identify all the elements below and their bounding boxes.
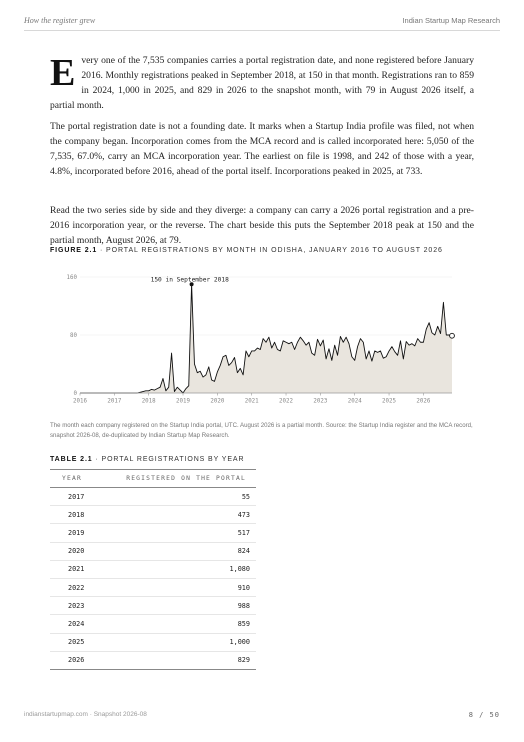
table-header-row [50, 470, 256, 488]
count-cell: 988 [94, 597, 256, 615]
year-cell: 2026 [50, 651, 94, 669]
year-cell: 2025 [50, 633, 94, 651]
paragraph-2: The portal registration date is not a founding date. It marks when a Startup India profile was filed, not when the company began. Incorporation comes from the MCA record and is called incorporated here: 5,050 of the 7,535, 67.0%, carry an MCA incorporation year. The earliest on file is 1998, and 242 of those with a year, 4.8%, incorporated before 2016, ahead of the portal itself. Incorporations peaked in 2025, at 733. [50, 121, 474, 177]
running-footer [24, 711, 500, 718]
x-tick-label: 2020 [210, 398, 225, 405]
count-cell: 1,080 [94, 560, 256, 578]
page-number: 8 / 50 [468, 711, 500, 719]
figure-title-text: PORTAL REGISTRATIONS BY MONTH IN ODISHA, JANUARY 2016 TO AUGUST 2026 [106, 247, 443, 254]
table-title: TABLE 2.1 · PORTAL REGISTRATIONS BY YEAR [50, 456, 245, 463]
x-tick-label: 2025 [382, 398, 397, 405]
table-row [50, 578, 256, 596]
year-cell: 2024 [50, 615, 94, 633]
x-tick-label: 2019 [176, 398, 190, 405]
x-tick-label: 2021 [244, 398, 259, 405]
table-row [50, 524, 256, 542]
y-tick-label: 160 [66, 275, 77, 281]
series-area [80, 284, 452, 393]
column-header-year: YEAR [50, 470, 94, 488]
registrations-table [50, 469, 256, 670]
count-cell: 55 [94, 488, 256, 506]
table-row [50, 542, 256, 560]
table-title-text: PORTAL REGISTRATIONS BY YEAR [101, 456, 245, 463]
count-cell: 1,000 [94, 633, 256, 651]
year-cell: 2018 [50, 506, 94, 524]
x-tick-label: 2022 [279, 398, 294, 405]
figure-caption: The month each company registered on the Startup India portal, UTC. August 2026 is a partial month. Source: the Startup India register and the MCA record, snapshot 2026-08, de-duplicated by Indian Startup Map Research. [50, 422, 473, 439]
publication-name: Indian Startup Map Research [402, 16, 500, 25]
y-tick-label: 0 [73, 391, 77, 397]
year-cell: 2021 [50, 560, 94, 578]
chart-annotation [151, 276, 455, 338]
figure-number: FIGURE 2.1 [50, 247, 98, 254]
count-cell: 829 [94, 651, 256, 669]
paragraph-1 [50, 53, 474, 113]
x-tick-label: 2023 [313, 398, 328, 405]
table-row [50, 506, 256, 524]
count-cell: 473 [94, 506, 256, 524]
chapter-title: How the register grew [24, 16, 96, 25]
y-tick-label: 80 [70, 333, 77, 339]
count-cell: 517 [94, 524, 256, 542]
year-cell: 2019 [50, 524, 94, 542]
drop-cap: E [50, 52, 76, 94]
peak-label: 150 in September 2018 [150, 276, 229, 284]
x-tick-label: 2026 [416, 398, 431, 405]
column-header-registered: REGISTERED ON THE PORTAL [94, 470, 256, 488]
figure-title: FIGURE 2.1 · PORTAL REGISTRATIONS BY MONTH IN ODISHA, JANUARY 2016 TO AUGUST 2026 [50, 247, 443, 254]
table-number: TABLE 2.1 [50, 456, 93, 463]
x-tick-label: 2016 [73, 398, 87, 405]
paragraph-1-text: very one of the 7,535 companies carries a portal registration date, and none registered before January 2016. Monthly registrations peaked in September 2018, at 150 in that month. Registrations ran to 859 in 2024, 1,000 in 2025, and 829 in 2026 to the snapshot month, with 79 in August 2026 itself, a partial month. [50, 55, 474, 111]
year-cell: 2020 [50, 542, 94, 560]
count-cell: 910 [94, 578, 256, 596]
x-tick-label: 2017 [107, 398, 122, 405]
table-row [50, 560, 256, 578]
running-header [24, 14, 500, 31]
registrations-chart [50, 262, 474, 412]
x-tick-label: 2018 [141, 398, 156, 405]
table-row [50, 651, 256, 669]
table-row [50, 597, 256, 615]
year-cell: 2022 [50, 578, 94, 596]
year-cell: 2017 [50, 488, 94, 506]
paragraph-3: Read the two series side by side and they diverge: a company can carry a 2026 portal registration and a pre-2016 incorporation year, or the reverse. The chart beside this puts the September 2018 peak at 150 and the partial month, August 2026, at 79. [50, 205, 474, 246]
table-row [50, 633, 256, 651]
count-cell: 824 [94, 542, 256, 560]
table-row [50, 615, 256, 633]
x-tick-label: 2024 [347, 398, 362, 405]
partial-month-marker [450, 333, 455, 338]
chart-area [80, 284, 452, 393]
table-row [50, 488, 256, 506]
year-cell: 2023 [50, 597, 94, 615]
count-cell: 859 [94, 615, 256, 633]
footer-site: indianstartupmap.com · Snapshot 2026-08 [24, 711, 147, 718]
chart-axis [73, 393, 452, 405]
